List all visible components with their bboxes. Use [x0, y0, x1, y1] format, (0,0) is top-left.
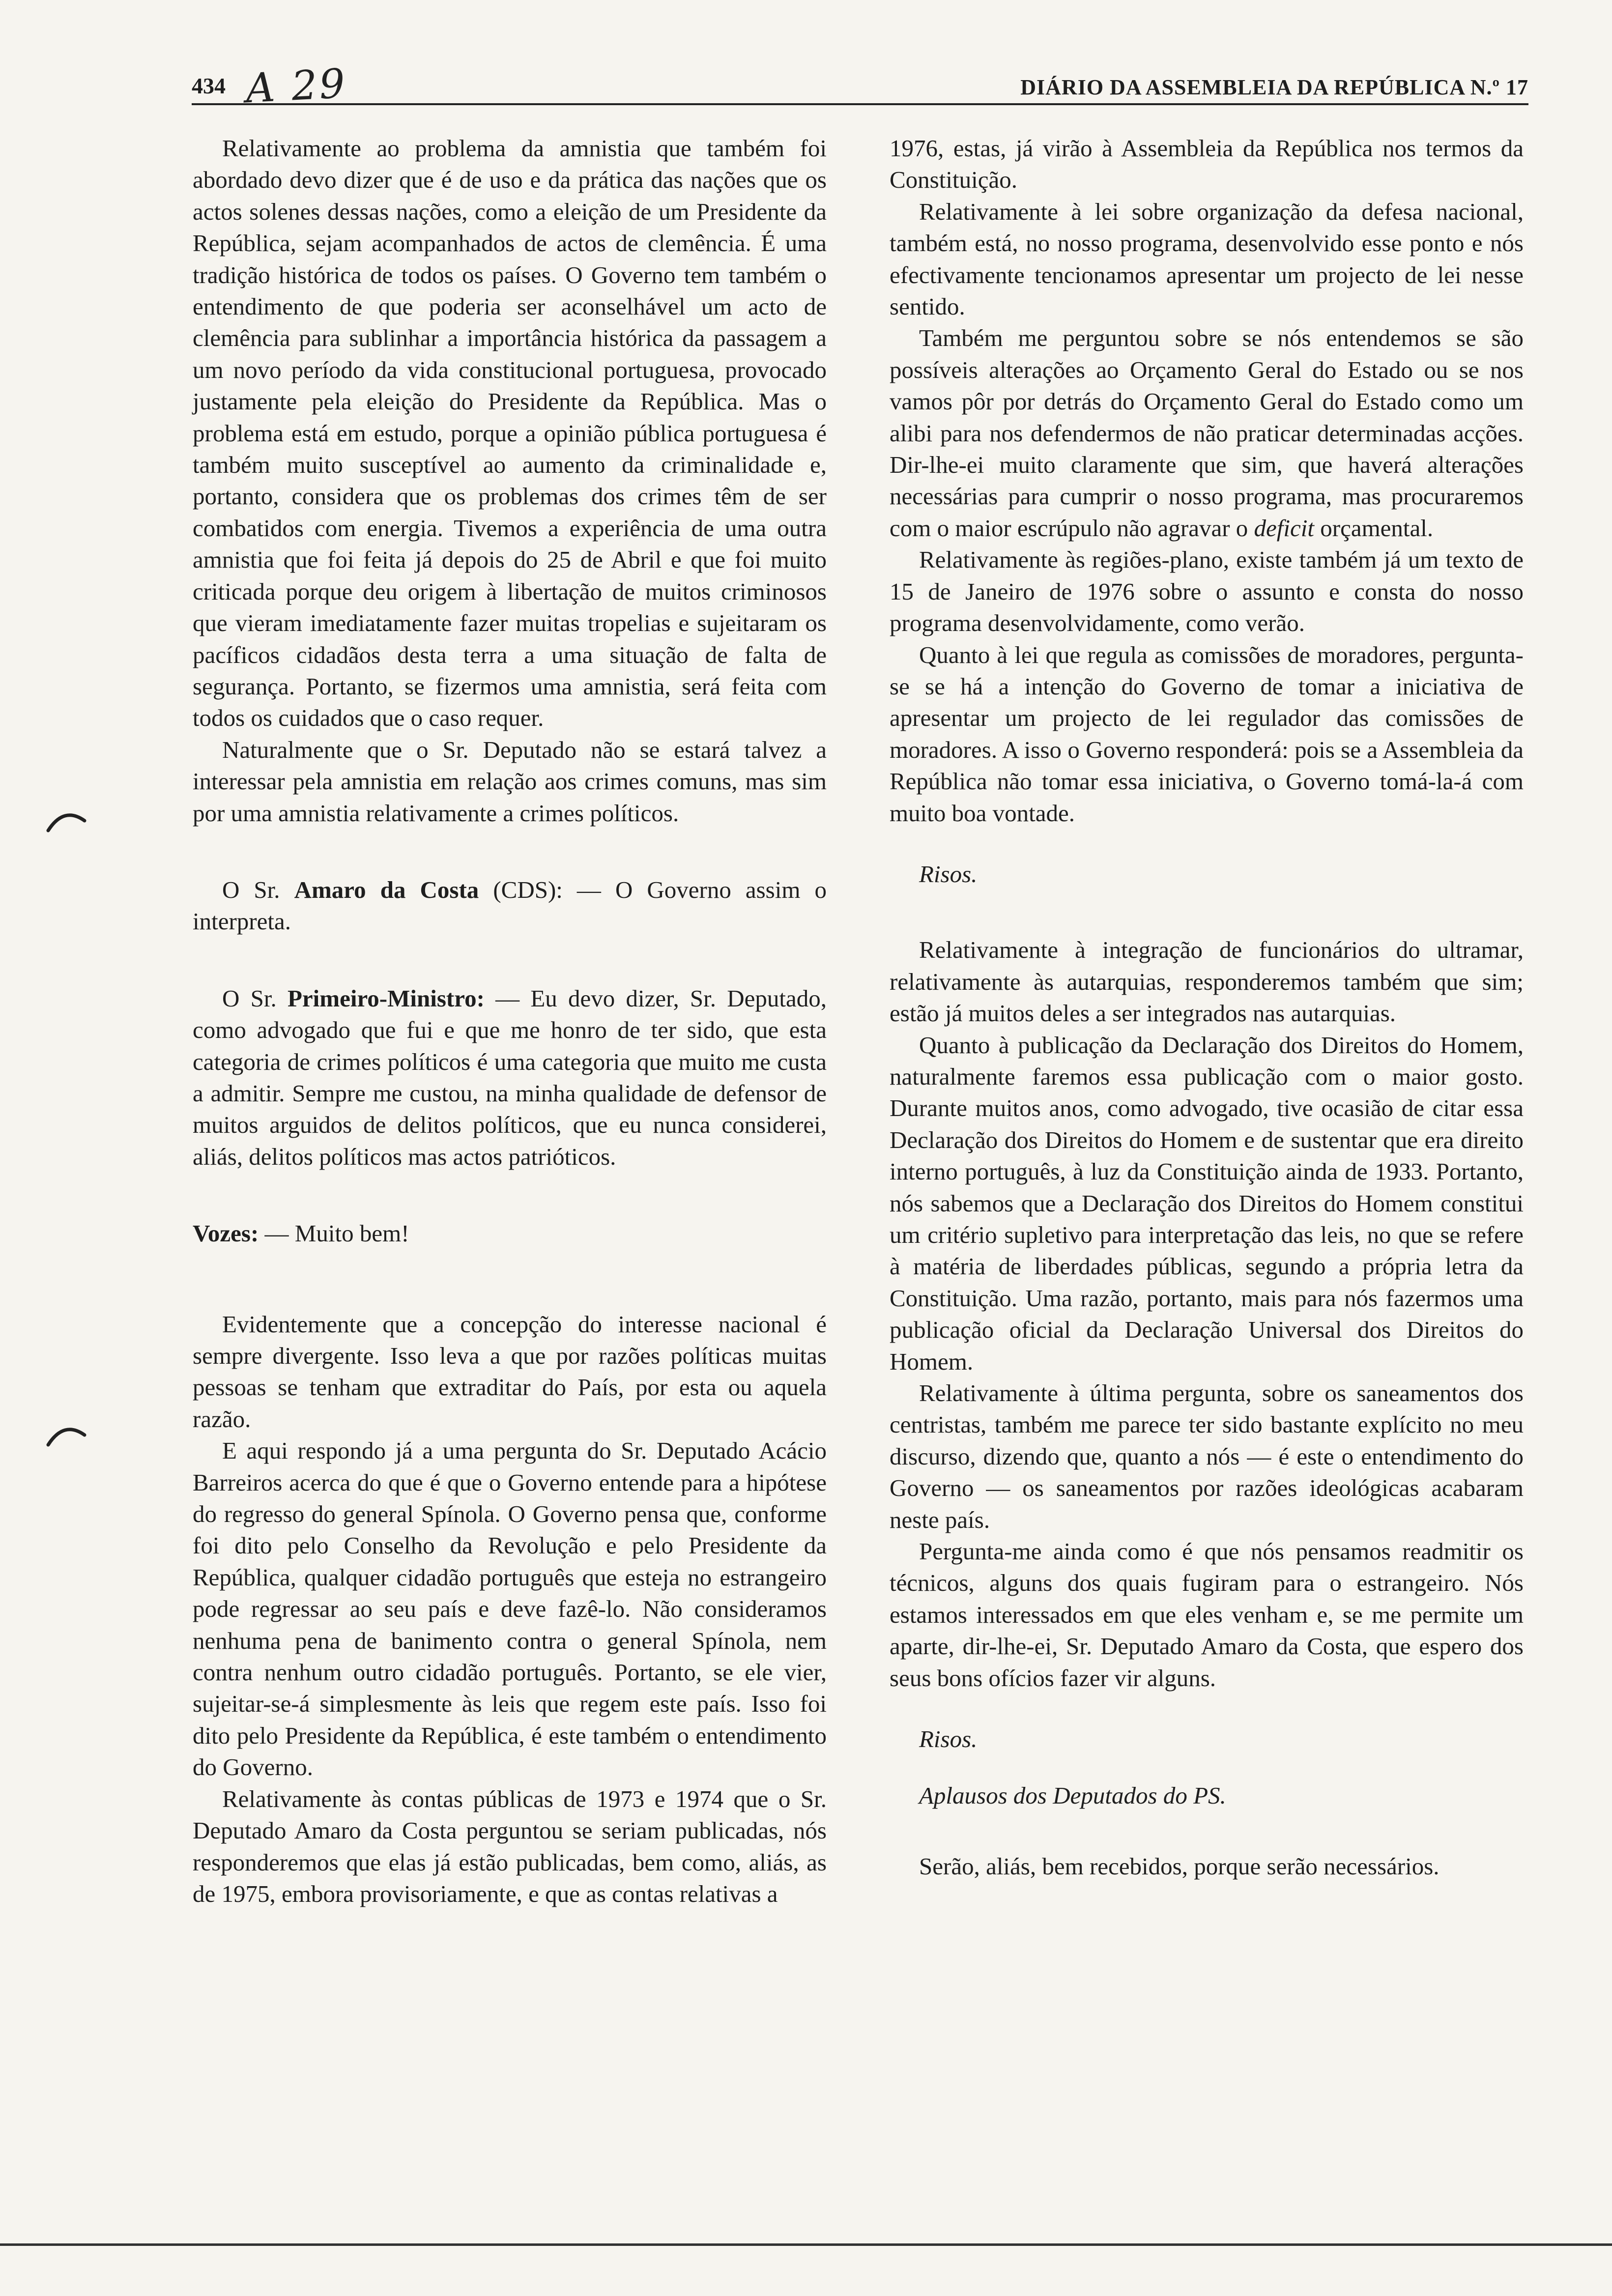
right-column — [890, 133, 1524, 1882]
speaker-name: Amaro da Costa — [294, 876, 479, 903]
speech-primeiro-ministro — [193, 983, 827, 1173]
paragraph: Pergunta-me ainda como é que nós pensamos readmitir os técnicos, alguns dos quais fugiram para o estrangeiro. Nós estamos interessados em que eles venham e, se me permite um aparte, dir-lhe-ei, Sr. Deputado Amaro da Costa, que espero dos seus bons ofícios fazer vir alguns. — [890, 1538, 1524, 1692]
paragraph: 1976, estas, já virão à Assembleia da República nos termos da Constituição. — [890, 135, 1524, 194]
paragraph: Evidentemente que a concepção do interesse nacional é sempre divergente. Isso leva a que por razões políticas muitas pessoas se tenham que extraditar do País, por esta ou aquela razão. — [193, 1310, 827, 1433]
vozes-interjection — [193, 1218, 827, 1249]
stage-direction: Aplausos dos Deputados do PS. — [919, 1781, 1226, 1809]
paragraph: Relativamente à lei sobre organização da defesa nacional, também está, no nosso programa, desenvolvido esse ponto e nós efectivamente tencionamos apresentar um projecto de lei nesse sentido. — [890, 198, 1524, 320]
speaker-prefix: O Sr. — [222, 984, 277, 1012]
handwritten-annotation: A 29 — [244, 60, 348, 113]
paragraph: Relativamente à última pergunta, sobre os saneamentos dos centristas, também me parece ter sido bastante explícito no meu discurso, dizendo que, quanto a nós — é este o entendimento do Governo — os saneamentos por razões ideológicas acabaram neste país. — [890, 1379, 1524, 1533]
paragraph: Quanto à publicação da Declaração dos Direitos do Homem, naturalmente faremos essa publicação com o maior gosto. Durante muitos anos, como advogado, tive ocasião de citar essa Declaração dos Direitos do Homem e de sustentar que era direito interno português, à luz da Constituição ainda de 1933. Portanto, nós sabemos que a Declaração dos Direitos do Homem constitui um critério supletivo para interpretação das leis, no que se refere à matéria de liberdades públicas, segundo a própria letra da Constituição. Uma razão, portanto, mais para nós fazermos uma publicação oficial da Declaração Universal dos Direitos do Homem. — [890, 1031, 1524, 1375]
speaker-prefix: O Sr. — [222, 876, 280, 903]
page-number: 434 — [192, 73, 226, 98]
paragraph: Serão, aliás, bem recebidos, porque serão necessários. — [919, 1852, 1439, 1880]
speaker-name: Primeiro-Ministro: — [287, 984, 485, 1012]
paragraph: Relativamente às contas públicas de 1973 e 1974 que o Sr. Deputado Amaro da Costa perguntou se seriam publicadas, nós responderemos que elas já estão publicadas, bem como, aliás, as de 1975, embora provisoriamente, e que as contas relativas a — [193, 1785, 827, 1907]
italic-term: deficit — [1254, 514, 1314, 542]
stage-direction: Risos. — [919, 1725, 978, 1753]
paragraph: Naturalmente que o Sr. Deputado não se estará talvez a interessar pela amnistia em relação aos crimes comuns, mas sim por uma amnistia relativamente a crimes políticos. — [193, 736, 827, 827]
paragraph — [890, 322, 1524, 544]
paragraph: Relativamente às regiões-plano, existe também já um texto de 15 de Janeiro de 1976 sobre o assunto e consta do nosso programa desenvolvidamente, como verão. — [890, 546, 1524, 637]
paragraph: Quanto à lei que regula as comissões de moradores, pergunta-se se há a intenção do Governo de tomar a iniciativa de apresentar um projecto de lei regulador das comissões de moradores. A isso o Governo responderá: pois se a Assembleia da República não tomar essa iniciativa, o Governo tomá-la-á com muito boa vontade. — [890, 641, 1524, 827]
left-column — [193, 133, 827, 1910]
paragraph: E aqui respondo já a uma pergunta do Sr. Deputado Acácio Barreiros acerca do que é que o Governo entende para a hipótese do regresso do general Spínola. O Governo pensa que, conforme foi dito pelo Conselho da Revolução e pelo Presidente da República, qualquer cidadão português que esteja no estrangeiro pode regressar ao seu país e deve fazê-lo. Não consideramos nenhuma pena de banimento contra o general Spínola, nem contra nenhum outro cidadão português. Portanto, se ele vier, sujeitar-se-á simplesmente às leis que regem este país. Isso foi dito pelo Presidente da República, é este também o entendimento do Governo. — [193, 1437, 827, 1781]
page-bottom-rule — [0, 2243, 1612, 2246]
paragraph-text: Também me perguntou sobre se nós entendemos se são possíveis alterações ao Orçamento Geral do Estado ou se nos vamos pôr por detrás do Orçamento Geral do Estado como um alibi para nos defendermos de não praticar determinadas acções. Dir-lhe-ei muito claramente que sim, que haverá alterações necessárias para cumprir o nosso programa, mas procuraremos com o maior escrúpulo não agravar o — [890, 324, 1524, 542]
speech-text: — Eu devo dizer, Sr. Deputado, como advogado que fui e que me honro de ter sido, que esta categoria de crimes políticos é uma categoria que muito me custa a admitir. Sempre me custou, na minha qualidade de defensor de muitos arguidos de delitos políticos, que eu nunca considerei, aliás, delitos políticos mas actos patrióticos. — [193, 984, 827, 1170]
speech-text: — Muito bem! — [264, 1220, 409, 1247]
journal-title: DIÁRIO DA ASSEMBLEIA DA REPÚBLICA N.º 17 — [1020, 75, 1528, 99]
margin-mark — [44, 1420, 88, 1455]
margin-mark — [44, 806, 88, 840]
paragraph: Relativamente à integração de funcionários do ultramar, relativamente às autarquias, responderemos também que sim; estão já muitos deles a ser integrados nas autarquias. — [890, 936, 1524, 1027]
speech-amaro-da-costa — [193, 874, 827, 938]
speech-text: (CDS): — O Governo assim o interpreta. — [193, 876, 827, 935]
page-header — [192, 59, 1528, 113]
paragraph-text: orçamental. — [1320, 514, 1434, 542]
stage-direction: Risos. — [919, 860, 978, 888]
paragraph: Relativamente ao problema da amnistia que também foi abordado devo dizer que é de uso e da prática das nações que os actos solenes dessas nações, como a eleição de um Presidente da República, sejam acompanhados de actos de clemência. É uma tradição histórica de todos os países. O Governo tem também o entendimento de que poderia ser aconselhável um acto de clemência para sublinhar a importância histórica da passagem a um novo período da vida constitucional portuguesa, provocado justamente pela eleição do Presidente da República. Mas o problema está em estudo, porque a opinião pública portuguesa é também muito susceptível ao aumento da criminalidade e, portanto, considera que os problemas dos crimes têm de ser combatidos com energia. Tivemos a experiência de uma outra amnistia que foi feita já depois do 25 de Abril e que foi muito criticada porque deu origem à libertação de muitos criminosos que vieram imediatamente fazer muitas tropelias e sujeitaram os pacíficos cidadãos desta terra a uma situação de falta de segurança. Portanto, se fizermos uma amnistia, será feita com todos os cuidados que o caso requer. — [193, 135, 827, 732]
speaker-name: Vozes: — [193, 1220, 259, 1247]
